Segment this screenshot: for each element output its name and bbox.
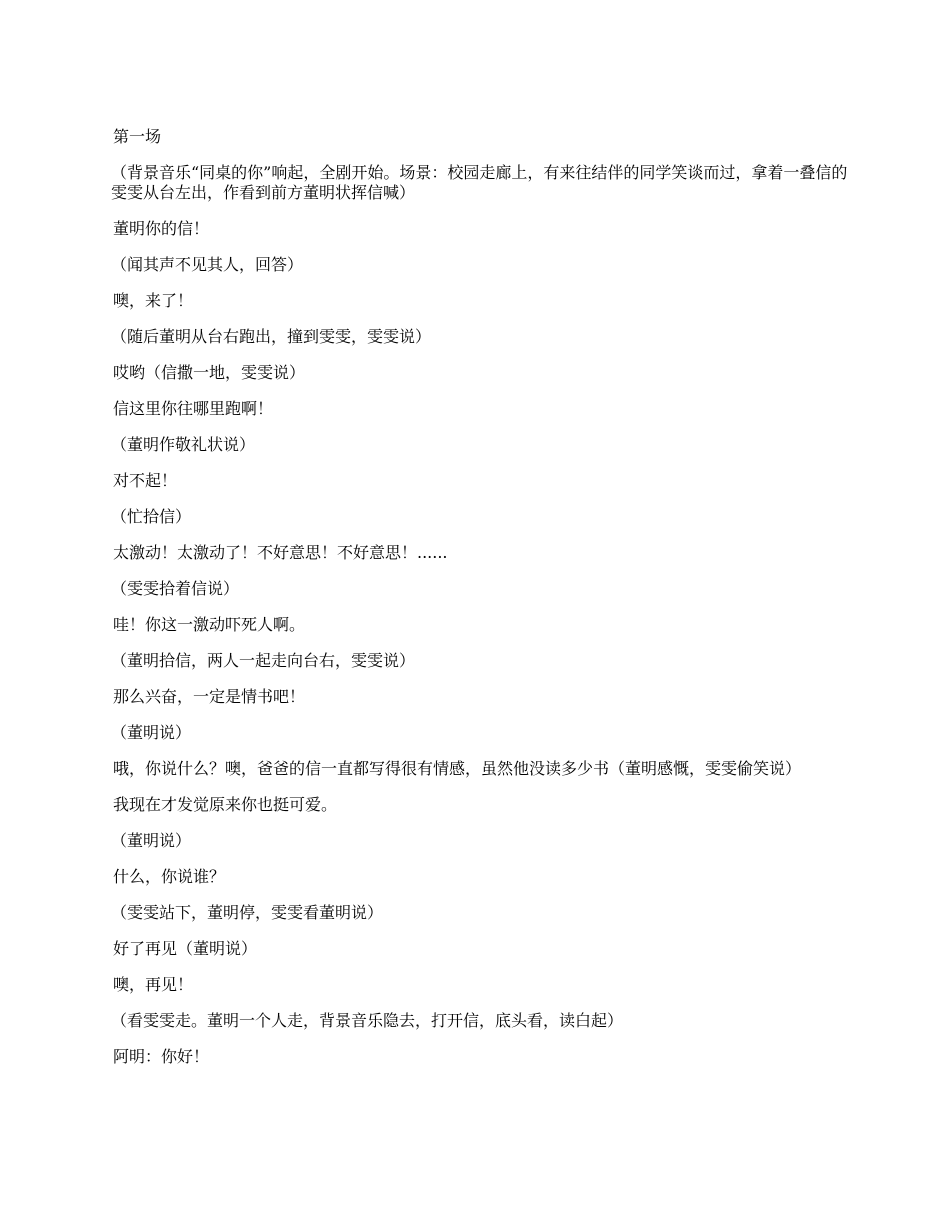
stage-direction: （背景音乐“同桌的你”响起，全剧开始。场景：校园走廊上，有来往结伴的同学笑谈而过，拿着一叠信的雯雯从台左出，作看到前方董明状挥信喊）: [111, 163, 848, 202]
stage-direction: （看雯雯走。董明一个人走，背景音乐隐去，打开信，底头看，读白起）: [111, 1011, 624, 1030]
dialogue-line: 什么，你说谁？: [113, 867, 226, 886]
dialogue-line: 对不起！: [113, 471, 178, 490]
dialogue-line: 董明你的信！: [113, 219, 210, 238]
dialogue-line: 好了再见（董明说）: [113, 939, 258, 958]
stage-direction: （董明说）: [111, 723, 192, 742]
dialogue-line: 哇！你这一激动吓死人啊。: [113, 615, 306, 634]
document-page: [113, 127, 848, 1083]
scene-title: 第一场: [113, 127, 162, 146]
dialogue-line: 阿明：你好！: [113, 1047, 210, 1066]
stage-direction: （雯雯站下，董明停，雯雯看董明说）: [111, 903, 384, 922]
stage-direction: （雯雯拾着信说）: [111, 579, 240, 598]
dialogue-line: 哎哟（信撒一地，雯雯说）: [113, 363, 306, 382]
stage-direction: （董明说）: [111, 831, 192, 850]
dialogue-line: 哦，你说什么？噢，爸爸的信一直都写得很有情感，虽然他没读多少书（董明感慨，雯雯偷笑说）: [113, 759, 802, 778]
stage-direction: （忙拾信）: [111, 507, 192, 526]
stage-direction: （董明拾信，两人一起走向台右，雯雯说）: [111, 651, 416, 670]
stage-direction: （董明作敬礼状说）: [111, 435, 256, 454]
dialogue-line: 我现在才发觉原来你也挺可爱。: [113, 795, 338, 814]
dialogue-line: 太激动！太激动了！不好意思！不好意思！......: [113, 543, 448, 562]
stage-direction: （随后董明从台右跑出，撞到雯雯，雯雯说）: [111, 327, 432, 346]
stage-direction: （闻其声不见其人，回答）: [111, 255, 304, 274]
dialogue-line: 噢，来了！: [113, 291, 194, 310]
dialogue-line: 信这里你往哪里跑啊！: [113, 399, 274, 418]
dialogue-line: 那么兴奋，一定是情书吧！: [113, 687, 306, 706]
dialogue-line: 噢，再见！: [113, 975, 194, 994]
